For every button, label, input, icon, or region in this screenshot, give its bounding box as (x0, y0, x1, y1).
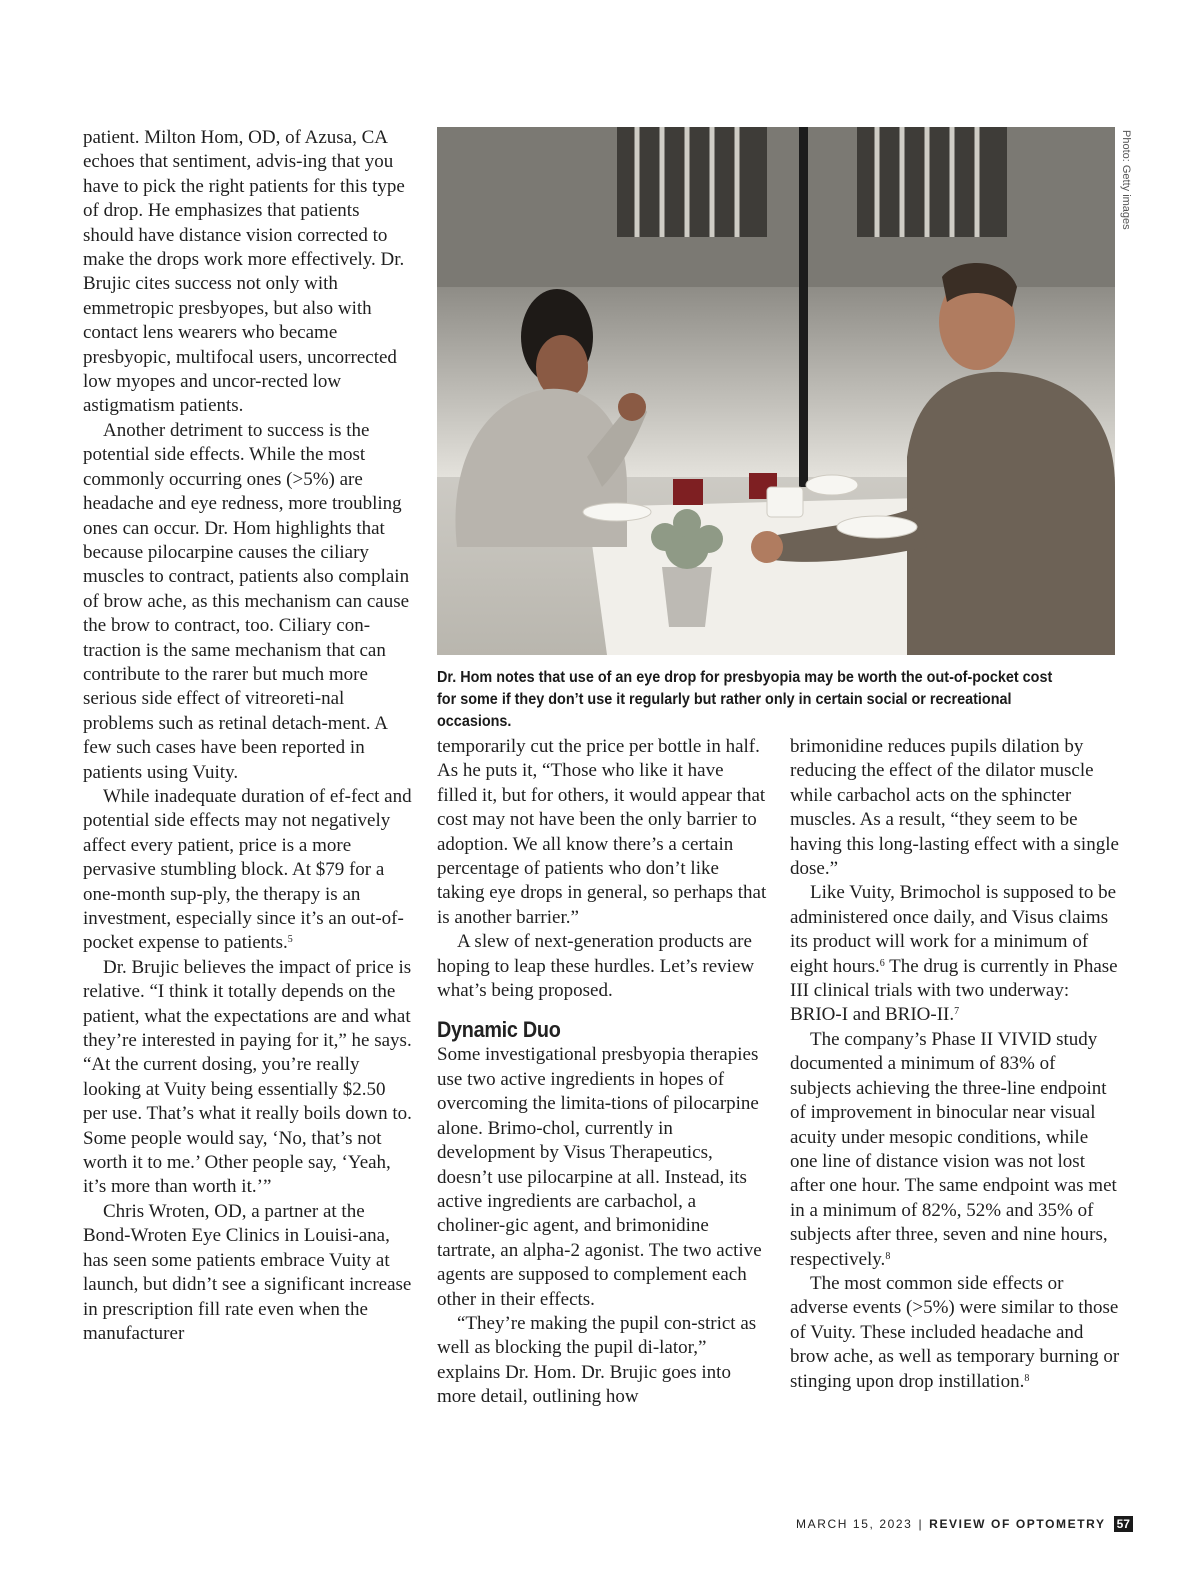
paragraph (790, 1028, 1120, 1272)
cafe-photo-illustration (437, 127, 1115, 655)
paragraph-text: Another detriment to success is the potential side effects. While the most commonly occurring ones (>5%) are headache and eye redness, more troubling ones can occur. Dr. Hom highlights that because pilocarpine causes the ciliary muscles to contract, patients also complain of brow ache, as this mechanism can cause the brow to contract, too. Ciliary con-traction is the same mechanism that can contribute to the rarer but much more serious side effect of vitreoreti-nal problems such as retinal detach-ment. A few such cases have been reported in patients using Vuity. (83, 419, 410, 783)
article-column-3 (790, 735, 1120, 1394)
paragraph-text: The drug is currently in Phase III clinical trials with two underway: BRIO-I and BRIO-II. (790, 955, 1118, 1026)
paragraph: Chris Wroten, OD, a partner at the Bond-Wroten Eye Clinics in Louisi-ana, has seen some patients embrace Vuity at launch, but didn’t see a significant increase in prescription fill rate even when the manufacturer (83, 1200, 412, 1344)
photo-credit: Photo: Getty images (1120, 130, 1132, 230)
paragraph: patient. Milton Hom, OD, of Azusa, CA echoes that sentiment, advis-ing that you have to pick the right patients for this type of drop. He emphasizes that patients should have distance vision corrected to make the drops work more effectively. Dr. Brujic cites success not only with emmetropic presbyopes, but also with contact lens wearers who became presbyopic, multifocal users, uncorrected low myopes and uncor-rected low astigmatism patients. (83, 127, 405, 417)
paragraph (790, 1272, 1120, 1394)
paragraph: A slew of next-generation products are hoping to leap these hurdles. Let’s review what’s being proposed. (437, 931, 755, 1002)
paragraph (790, 881, 1120, 1027)
article-column-2 (437, 735, 767, 1410)
section-heading: Dynamic Duo (437, 1017, 561, 1043)
reference-marker: 7 (954, 1006, 960, 1018)
paragraph (83, 419, 413, 785)
page-number: 57 (1114, 1516, 1133, 1532)
paragraph: brimonidine reduces pupils dilation by reducing the effect of the dilator muscle while carbachol acts on the sphincter muscles. As a result, “they seem to be having this long-lasting effect with a single dose.” (790, 736, 1119, 880)
paragraph: Some investigational presbyopia therapies use two active ingredients in hopes of overcoming the limita-tions of pilocarpine alone. Brimo-chol, currently in development by Visus Therapeutics, doesn’t use pilocarpine at all. Instead, its active ingredients are carbachol, a choliner-gic agent, and brimonidine tartrate, an alpha-2 agonist. The two active agents are supposed to complement each other in their effects. (437, 1044, 762, 1310)
photo-caption: Dr. Hom notes that use of an eye drop for presbyopia may be worth the out-of-pocket cost for some if they don’t use it regularly but rather only in certain social or recreational occasions. (437, 669, 1053, 730)
footer-separator: | (918, 1517, 924, 1531)
page-footer (796, 1514, 1133, 1534)
paragraph-text: The most common side effects or adverse events (>5%) were similar to those of Vuity. These included headache and brow ache, as well as temporary burning or stinging upon drop instillation. (790, 1272, 1120, 1392)
paragraph-text: The company’s Phase II VIVID study documented a minimum of 83% of subjects achieving the three-line endpoint of improvement in binocular near visual acuity under mesopic conditions, while one line of distance vision was not lost after one hour. The same endpoint was met in a minimum of 82%, 52% and 35% of subjects after three, seven and nine hours, respectively. (790, 1028, 1117, 1270)
reference-marker: 6 (879, 957, 885, 969)
paragraph-text: While inadequate duration of ef-fect and potential side effects may not negatively affect every patient, price is a more pervasive stumbling block. At $79 for a one-month sup-ply, the therapy is an investment, especially since it’s an out-of-pocket expense to patients. (83, 785, 412, 954)
publication-name: REVIEW OF OPTOMETRY (929, 1517, 1106, 1531)
paragraph (83, 785, 413, 956)
article-column-1 (83, 126, 413, 1346)
paragraph: Dr. Brujic believes the impact of price is relative. “I think it totally depends on the patient, what the expectations are and what they’re interested in paying for it,” he says. “At the current dosing, you’re really looking at Vuity being essentially $2.50 per use. That’s what it really boils down to. Some people would say, ‘No, that’s not worth it to me.’ Other people say, ‘Yeah, it’s more than worth it.’” (83, 956, 412, 1198)
issue-date: MARCH 15, 2023 (796, 1517, 913, 1531)
paragraph: temporarily cut the price per bottle in half. As he puts it, “Those who like it have filled it, but for others, it would appear that cost may not have been the only barrier to adoption. We all know there’s a certain percentage of patients who don’t like taking eye drops in general, so perhaps that is another barrier.” (437, 736, 767, 928)
reference-marker: 8 (1024, 1372, 1030, 1384)
paragraph-text: Like Vuity, Brimochol is supposed to be administered once daily, and Visus claims its product will work for a minimum of eight hours. (790, 882, 1117, 977)
reference-marker: 5 (287, 934, 293, 946)
paragraph: “They’re making the pupil con-strict as well as blocking the pupil di-lator,” explains Dr. Hom. Dr. Brujic goes into more detail, outlining how (437, 1312, 757, 1408)
reference-marker: 8 (885, 1250, 891, 1262)
article-photo (437, 127, 1115, 655)
